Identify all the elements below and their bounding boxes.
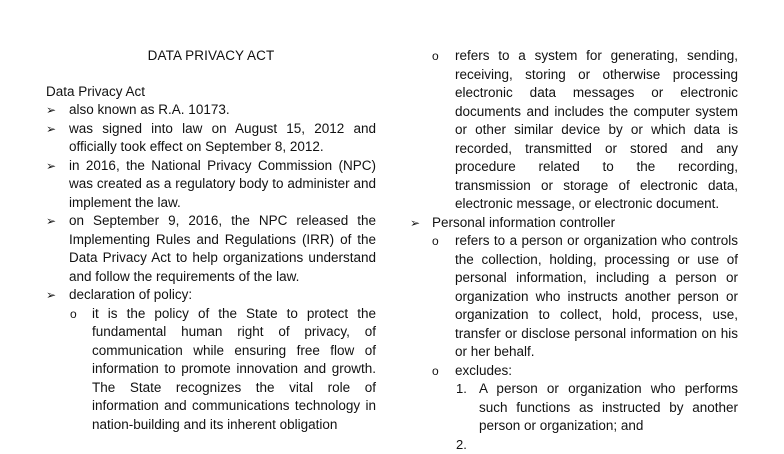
list-item-text: declaration of policy: xyxy=(69,287,192,302)
circle-bullet-icon: o xyxy=(432,232,439,251)
list-item-text: in 2016, the National Privacy Commission (NPC) was created as a regulatory body to administer and implement the law. xyxy=(69,158,376,210)
sub-list-item-text: it is the policy of the State to protect the fundamental human right of privacy, of communication while ensuring free flow of information to promote innovation and growth. The State recognizes the vital role of information and communications technology in nation-building and its inherent obligation xyxy=(92,306,376,432)
sub-list-item xyxy=(46,305,376,435)
list-item xyxy=(410,214,738,233)
circle-bullet-icon: o xyxy=(70,305,77,324)
list-item-text: Personal information controller xyxy=(432,215,615,230)
left-column xyxy=(46,0,376,434)
numbered-item-text: A person or organization who performs such functions as instructed by another person or organization; and xyxy=(479,381,738,433)
circle-bullet-icon: o xyxy=(432,47,439,66)
list-item xyxy=(46,157,376,213)
item-number: 2. xyxy=(456,436,467,454)
arrow-bullet-icon: ➢ xyxy=(46,157,56,176)
sub-list-item-text: refers to a person or organization who controls the collection, holding, processing or use of personal information, including a person or organization who instructs another person or organization to collect, hold, process, use, transfer or disclose personal information on his or her behalf. xyxy=(455,233,738,359)
arrow-bullet-icon: ➢ xyxy=(46,286,56,305)
sub-list-item xyxy=(410,362,738,381)
list-item xyxy=(46,212,376,286)
arrow-bullet-icon: ➢ xyxy=(46,212,56,231)
right-column xyxy=(410,0,738,444)
arrow-bullet-icon: ➢ xyxy=(46,120,56,139)
list-item xyxy=(46,101,376,120)
sub-list-item xyxy=(410,47,738,214)
arrow-bullet-icon: ➢ xyxy=(410,214,420,233)
sub-list-item-text: excludes: xyxy=(455,363,512,378)
list-item xyxy=(46,120,376,157)
list-item-text: was signed into law on August 15, 2012 and officially took effect on September 8, 2012. xyxy=(69,121,376,155)
sub-list-item-text: refers to a system for generating, sending, receiving, storing or otherwise processing electronic data messages or electronic documents and includes the computer system or other similar device by or which data is recorded, transmitted or stored and any procedure related to the recording, transmission or storage of electronic data, electronic message, or electronic document. xyxy=(455,48,738,211)
document-title: DATA PRIVACY ACT xyxy=(46,47,376,66)
list-item xyxy=(46,286,376,305)
sub-list-item xyxy=(410,232,738,362)
list-item-text: on September 9, 2016, the NPC released the Implementing Rules and Regulations (IRR) of the Data Privacy Act to help organizations understand and follow the requirements of the law. xyxy=(69,213,376,284)
arrow-bullet-icon: ➢ xyxy=(46,101,56,120)
circle-bullet-icon: o xyxy=(432,362,439,381)
item-number: 1. xyxy=(456,380,467,399)
numbered-item xyxy=(410,436,738,444)
numbered-item xyxy=(410,380,738,436)
list-item-text: also known as R.A. 10173. xyxy=(69,102,230,117)
section-heading: Data Privacy Act xyxy=(46,83,376,102)
